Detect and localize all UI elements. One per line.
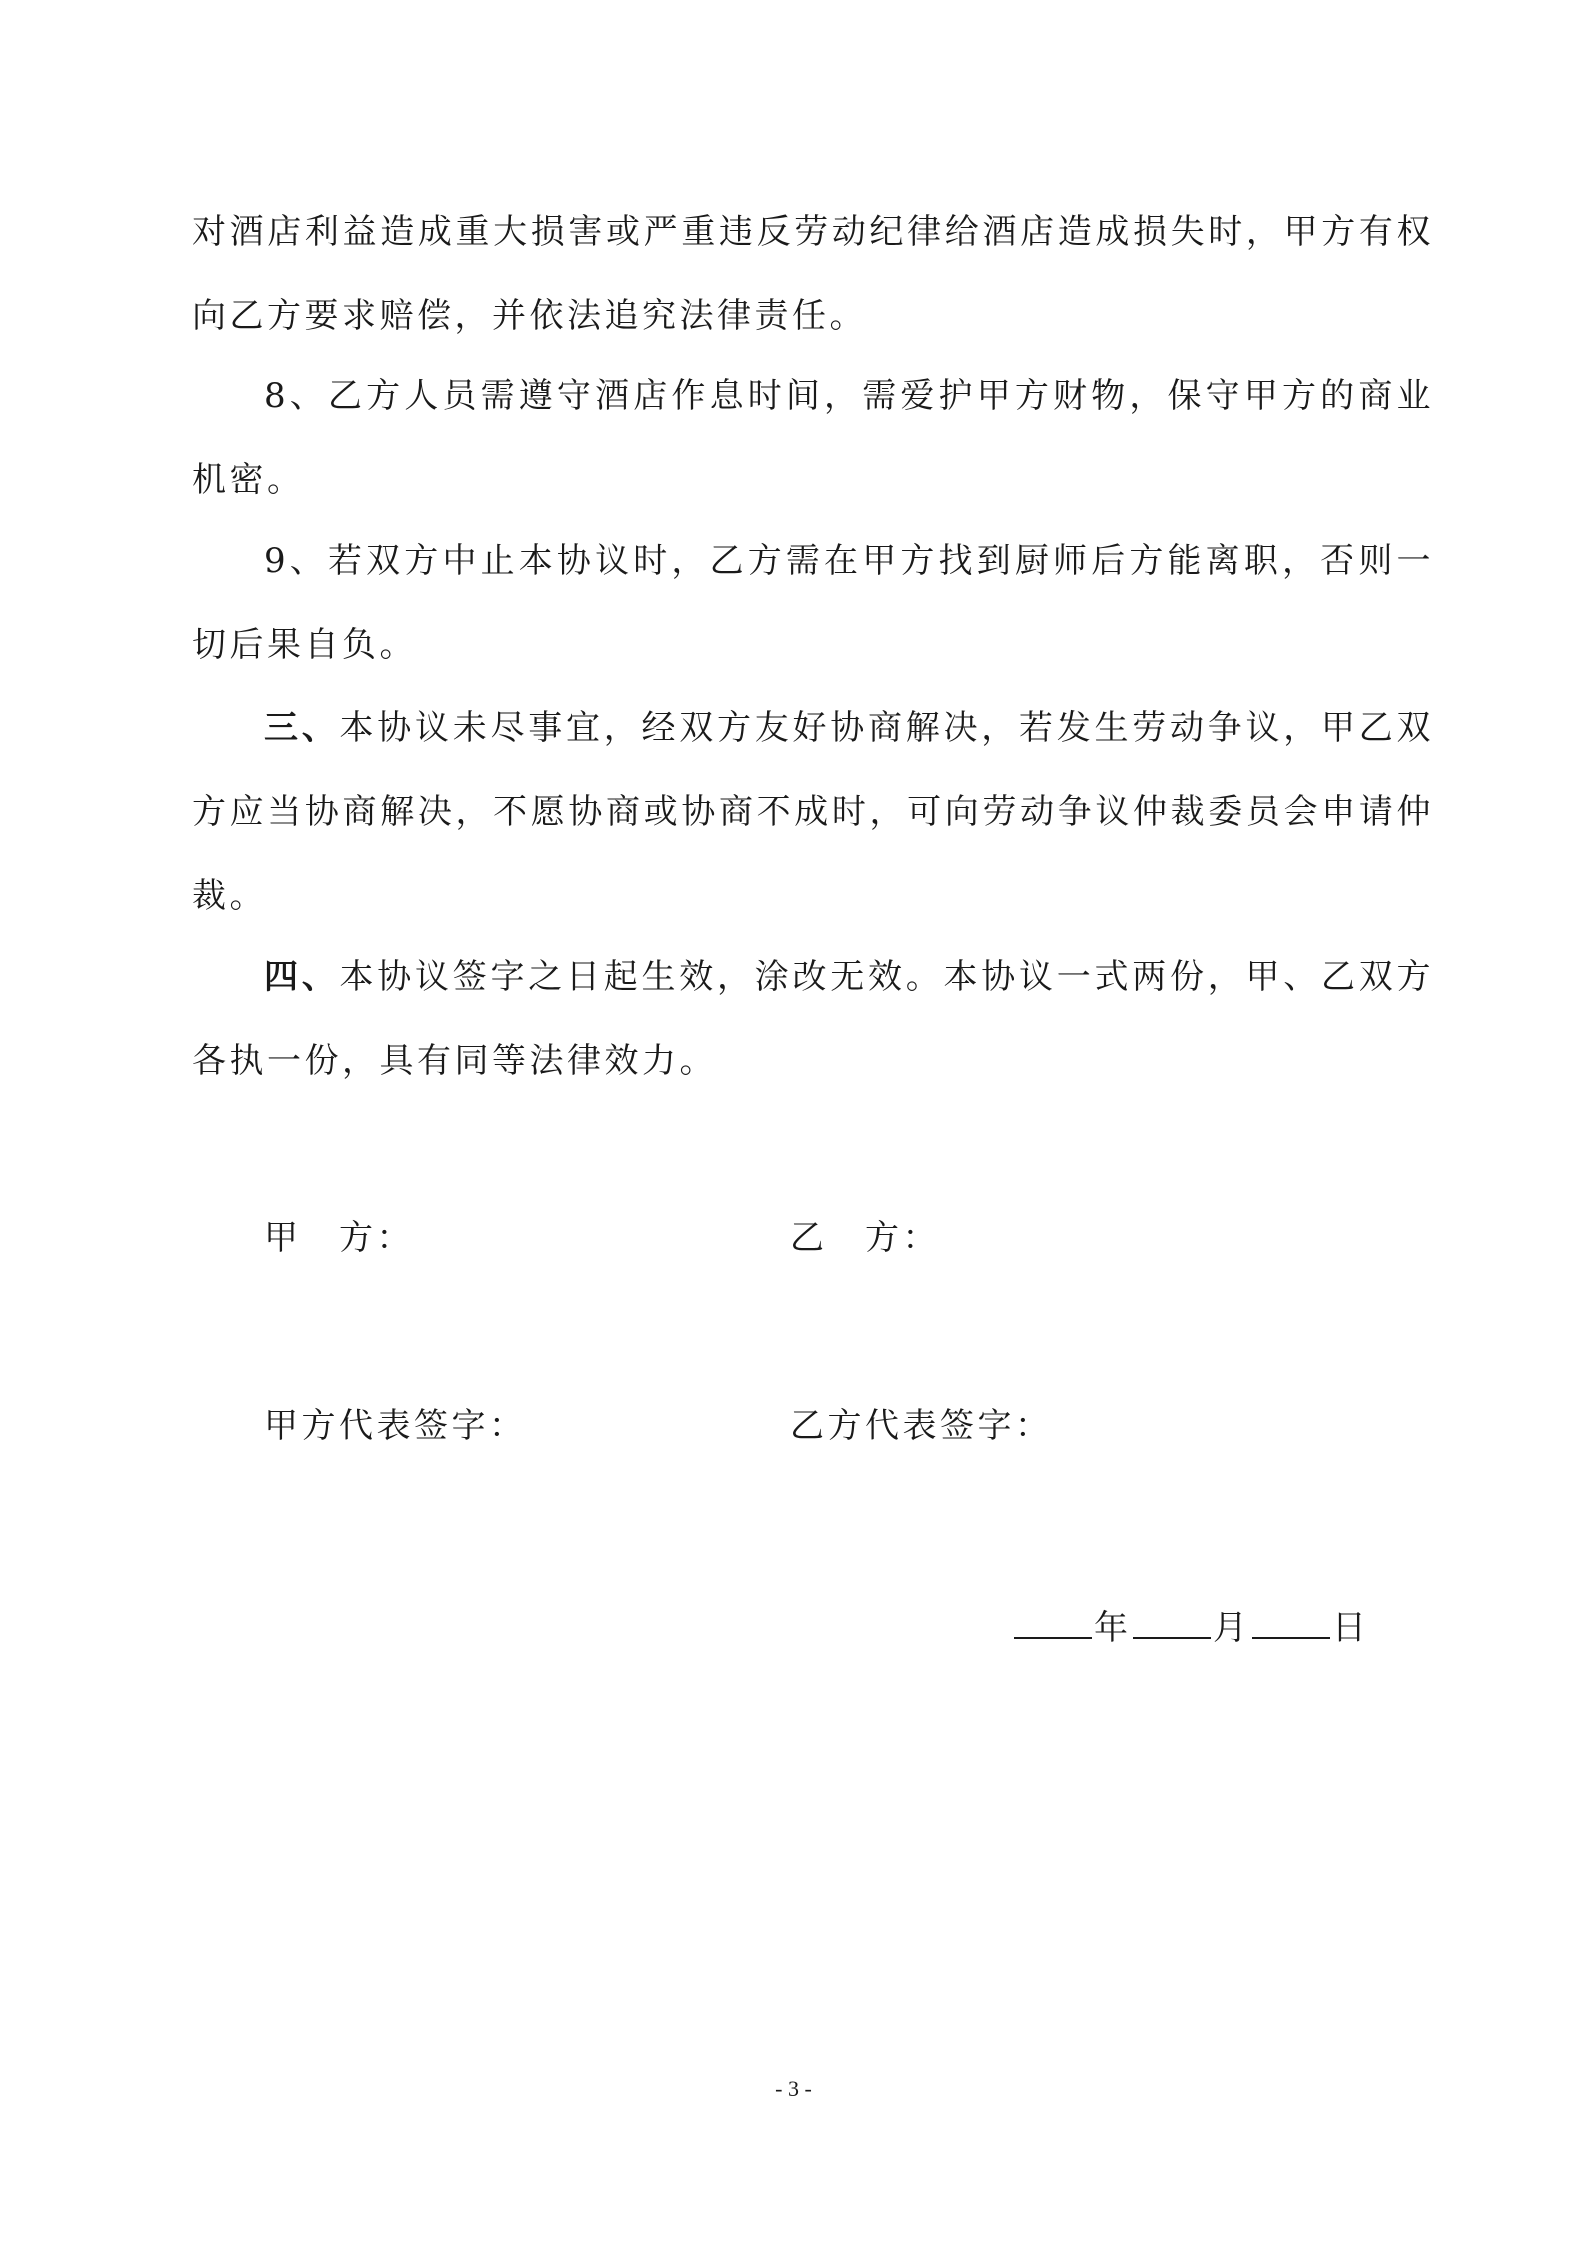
day-label: 日 <box>1332 1608 1369 1648</box>
year-blank <box>1014 1607 1092 1639</box>
section-three-heading: 三、 <box>264 708 340 748</box>
section-three <box>192 686 1434 938</box>
day-blank <box>1252 1607 1330 1639</box>
party-a-rep-signature-label: 甲方代表签字： <box>264 1406 527 1446</box>
section-three-text: 本协议未尽事宜，经双方友好协商解决，若发生劳动争议，甲乙双方应当协商解决，不愿协商或协商不成时，可向劳动争议仲裁委员会申请仲裁。 <box>192 708 1434 916</box>
party-b-label: 乙 方： <box>790 1218 940 1258</box>
section-four-text: 本协议签字之日起生效，涂改无效。本协议一式两份，甲、乙双方各执一份，具有同等法律效力。 <box>192 957 1434 1081</box>
paragraph-continuation: 对酒店利益造成重大损害或严重违反劳动纪律给酒店造成损失时，甲方有权向乙方要求赔偿，并依法追究法律责任。 <box>192 212 1434 336</box>
date-line <box>1012 1600 1369 1649</box>
month-blank <box>1133 1607 1211 1639</box>
party-b-rep-signature-label: 乙方代表签字： <box>790 1406 1053 1446</box>
section-four <box>192 935 1434 1103</box>
section-four-heading: 四、 <box>264 957 340 997</box>
year-label: 年 <box>1094 1608 1131 1648</box>
page-number: - 3 - <box>775 2076 812 2101</box>
month-label: 月 <box>1213 1608 1250 1648</box>
clause-8: 8、乙方人员需遵守酒店作息时间，需爱护甲方财物，保守甲方的商业机密。 <box>192 376 1434 500</box>
clause-9: 9、若双方中止本协议时，乙方需在甲方找到厨师后方能离职，否则一切后果自负。 <box>192 541 1434 665</box>
party-a-label: 甲 方： <box>264 1218 414 1258</box>
